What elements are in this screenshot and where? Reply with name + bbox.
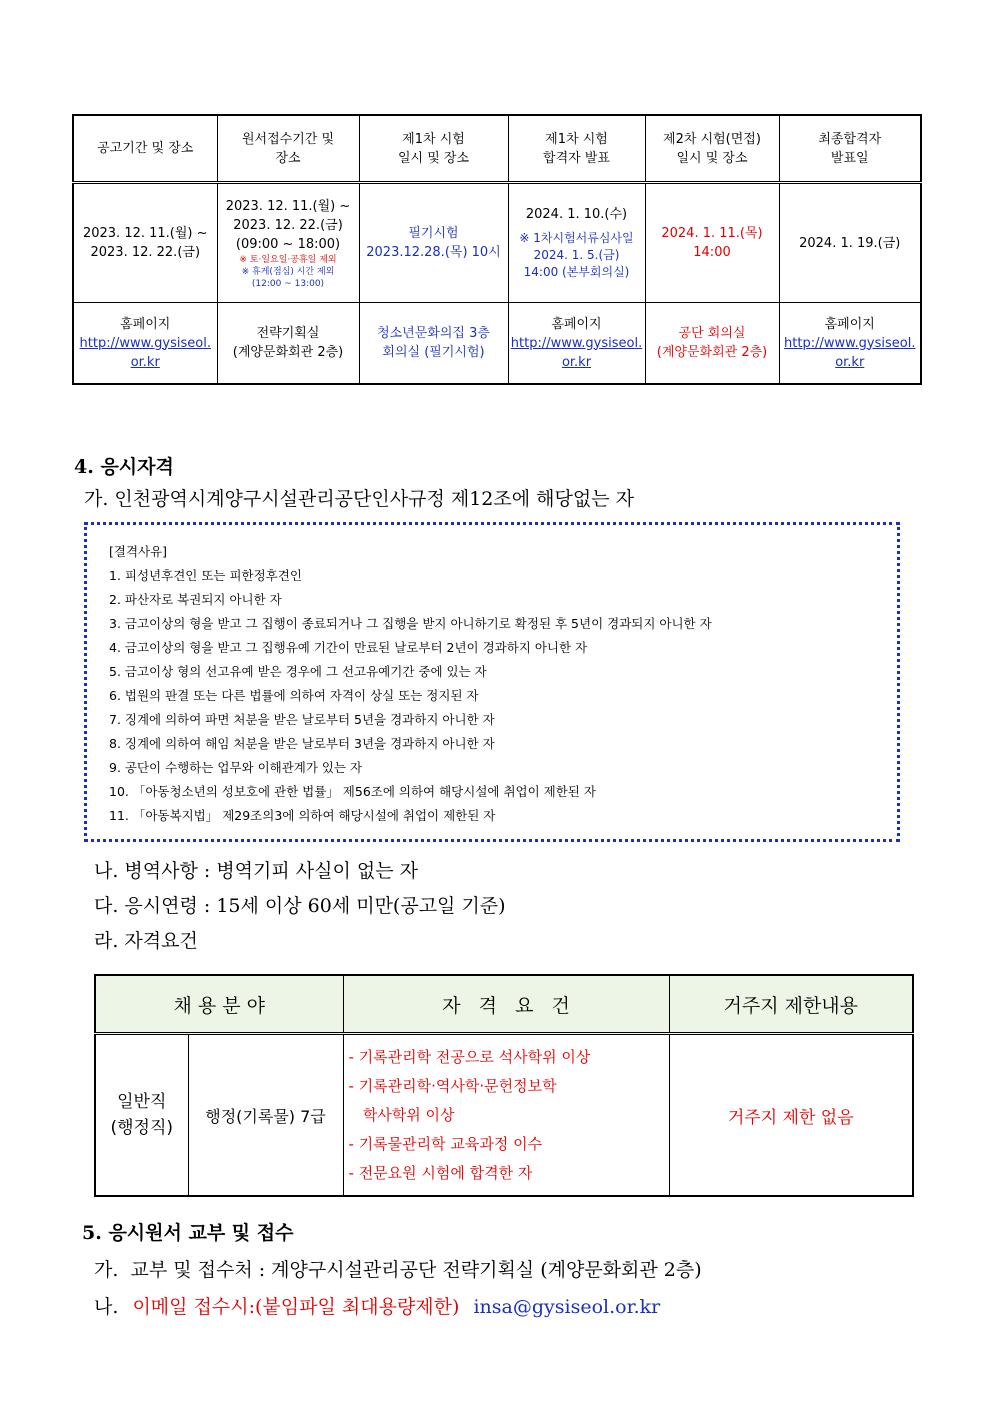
header-first-result: 제1차 시험 합격자 발표 — [508, 115, 645, 183]
header-application-period: 원서접수기간 및 장소 — [217, 115, 359, 183]
section4-title: 4. 응시자격 — [74, 456, 174, 478]
final-result-place: 홈페이지 http://www.gysiseol. or.kr — [779, 303, 921, 385]
email-link[interactable]: insa@gysiseol.or.kr — [473, 1296, 661, 1318]
section4-da: 다. 응시연령 : 15세 이상 60세 미만(공고일 기준) — [94, 895, 506, 917]
section5-title: 5. 응시원서 교부 및 접수 — [82, 1222, 294, 1244]
first-exam-datetime: 필기시험 2023.12.28.(목) 10시 — [359, 183, 508, 303]
homepage-link[interactable]: http://www.gysiseol. or.kr — [784, 335, 916, 370]
application-dates: 2023. 12. 11.(월) ~ 2023. 12. 22.(금) (09:00 ~ 18:00) ※ 토·일요일·공휴일 제외 ※ 휴게(점심) 시간 제외 (12:00 ~ 13:00) — [217, 183, 359, 303]
list-item: 11. 「아동복지법」 제29조의3에 의하여 해당시설에 취업이 제한된 자 — [109, 808, 496, 823]
requirement-item: - 기록관리학·역사학·문헌정보학 — [348, 1076, 557, 1095]
job-position: 행정(기록물) 7급 — [188, 1034, 343, 1197]
requirement-item: - 전문요원 시험에 합격한 자 — [348, 1163, 533, 1182]
qualification-table — [94, 974, 914, 1197]
list-item: 9. 공단이 수행하는 업무와 이해관계가 있는 자 — [109, 760, 363, 775]
announce-place: 홈페이지 http://www.gysiseol. or.kr — [73, 303, 217, 385]
application-place: 전략기획실 (계양문화회관 2층) — [217, 303, 359, 385]
schedule-dates-row — [73, 183, 921, 303]
box-title: [결격사유] — [109, 544, 168, 559]
section4-ga: 가. 인천광역시계양구시설관리공단인사규정 제12조에 해당없는 자 — [84, 488, 634, 510]
first-exam-place: 청소년문화의집 3층 회의실 (필기시험) — [359, 303, 508, 385]
list-item: 3. 금고이상의 형을 받고 그 집행이 종료되거나 그 집행을 받지 아니하기로 확정된 후 5년이 경과되지 아니한 자 — [109, 616, 712, 631]
header-final-result: 최종합격자 발표일 — [779, 115, 921, 183]
list-item: 4. 금고이상의 형을 받고 그 집행유예 기간이 만료된 날로부터 2년이 경과하지 아니한 자 — [109, 640, 588, 655]
announce-dates: 2023. 12. 11.(월) ~ 2023. 12. 22.(금) — [73, 183, 217, 303]
list-item: 7. 징계에 의하여 파면 처분을 받은 날로부터 5년을 경과하지 아니한 자 — [109, 712, 495, 727]
list-item: 5. 금고이상 형의 선고유예 받은 경우에 그 선고유예기간 중에 있는 자 — [109, 664, 487, 679]
requirement-item: - 기록물관리학 교육과정 이수 — [348, 1134, 543, 1153]
list-item: 8. 징계에 의하여 해임 처분을 받은 날로부터 3년을 경과하지 아니한 자 — [109, 736, 495, 751]
header-requirements: 자 격 요 건 — [343, 975, 669, 1034]
list-item: 10. 「아동청소년의 성보호에 관한 법률」 제56조에 의하여 해당시설에 취업이 제한된 자 — [109, 784, 596, 799]
section5-na-prefix: 나. — [94, 1296, 119, 1318]
disqualification-box — [84, 522, 900, 842]
section4-na: 나. 병역사항 : 병역기피 사실이 없는 자 — [94, 860, 418, 882]
header-second-exam: 제2차 시험(면접) 일시 및 장소 — [645, 115, 779, 183]
homepage-link[interactable]: http://www.gysiseol. or.kr — [79, 335, 211, 370]
header-residence: 거주지 제한내용 — [669, 975, 913, 1034]
schedule-table — [72, 114, 922, 385]
second-exam-place: 공단 회의실 (계양문화회관 2층) — [645, 303, 779, 385]
section4-ra: 라. 자격요건 — [94, 930, 198, 952]
list-item: 2. 파산자로 복권되지 아니한 자 — [109, 592, 282, 607]
final-result-date: 2024. 1. 19.(금) — [779, 183, 921, 303]
header-field: 채 용 분 야 — [95, 975, 343, 1034]
homepage-link[interactable]: http://www.gysiseol. or.kr — [510, 335, 643, 370]
email-notice: 이메일 접수시:(붙임파일 최대용량제한) — [132, 1296, 460, 1318]
list-item: 6. 법원의 판결 또는 다른 법률에 의하여 자격이 상실 또는 정지된 자 — [109, 688, 479, 703]
second-exam-datetime: 2024. 1. 11.(목) 14:00 — [645, 183, 779, 303]
header-first-exam: 제1차 시험 일시 및 장소 — [359, 115, 508, 183]
requirement-item: - 기록관리학 전공으로 석사학위 이상 — [348, 1047, 591, 1066]
list-item: 1. 피성년후견인 또는 피한정후견인 — [109, 568, 302, 583]
qualification-body-row — [95, 1034, 913, 1197]
first-result-place: 홈페이지 http://www.gysiseol. or.kr — [508, 303, 645, 385]
qualification-header-row — [95, 975, 913, 1034]
job-category: 일반직 (행정직) — [95, 1034, 188, 1197]
requirements-list — [343, 1034, 669, 1197]
section5-ga: 가. 교부 및 접수처 : 계양구시설관리공단 전략기획실 (계양문화회관 2층) — [94, 1259, 702, 1281]
residence-restriction: 거주지 제한 없음 — [669, 1034, 913, 1197]
schedule-header-row — [73, 115, 921, 183]
header-announce-period: 공고기간 및 장소 — [73, 115, 217, 183]
requirement-item: 학사학위 이상 — [348, 1105, 455, 1124]
first-result-date: 2024. 1. 10.(수) ※ 1차시험서류심사일 2024. 1. 5.(금) 14:00 (본부회의실) — [508, 183, 645, 303]
schedule-places-row — [73, 303, 921, 385]
section5-na — [94, 1292, 660, 1319]
